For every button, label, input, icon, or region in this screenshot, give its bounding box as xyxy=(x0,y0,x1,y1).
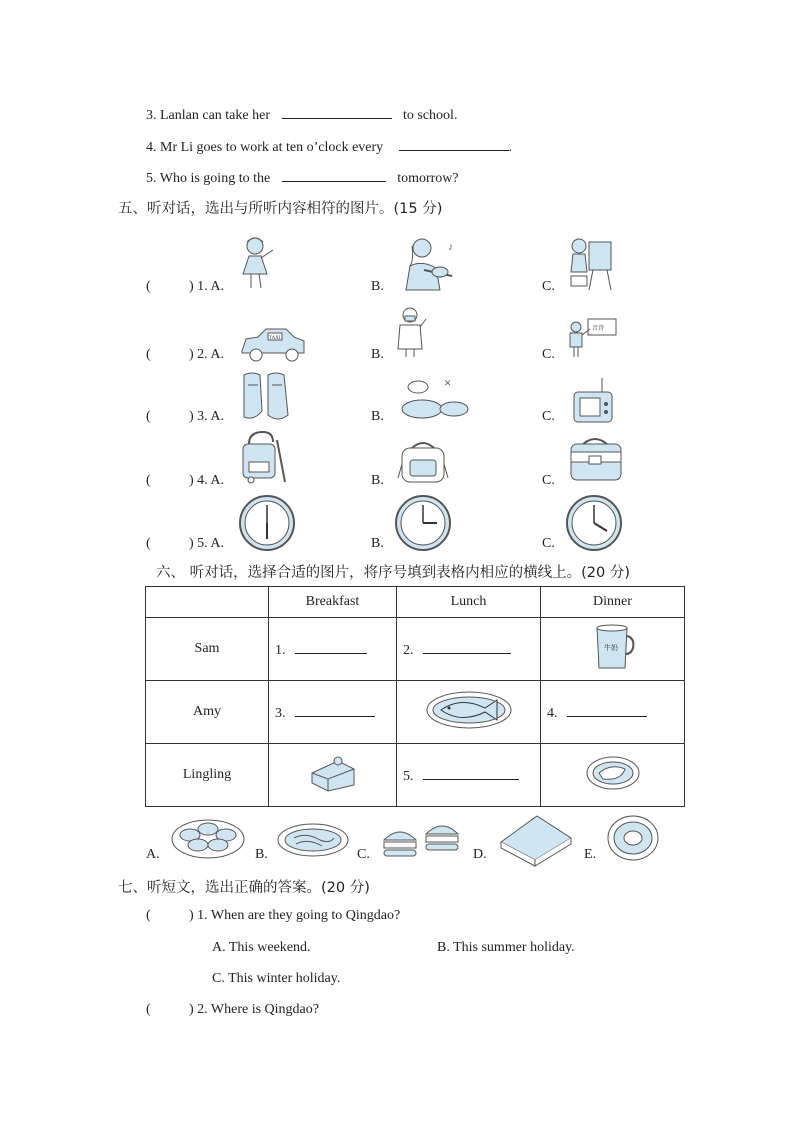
trolley-bag-icon xyxy=(239,430,291,484)
shoes-icon xyxy=(240,371,292,423)
q2-label: ) 2. A. xyxy=(189,347,224,362)
backpack-icon xyxy=(396,438,450,486)
lingling-lunch-cell xyxy=(397,744,541,807)
section-5-title: 五、听对话，选出与所听内容相符的图片。(15 分) xyxy=(118,201,443,217)
q4-option-b: B. xyxy=(371,473,384,488)
amy-breakfast-cell xyxy=(269,681,397,744)
radio-icon xyxy=(572,376,614,424)
milk-cup-icon xyxy=(591,622,635,672)
q5-option-b: B. xyxy=(371,536,384,551)
table-row xyxy=(146,618,685,681)
breakfast-food-icon xyxy=(398,375,472,423)
s7-q1-text: ) 1. When are they going to Qingdao? xyxy=(189,908,401,923)
lingling-dinner-cell xyxy=(541,744,685,807)
painting-girl-icon xyxy=(565,236,621,292)
fill-item-4 xyxy=(146,136,512,156)
option-c-label: C. xyxy=(357,847,370,862)
sam-dinner-cell xyxy=(541,618,685,681)
section-6-title: 六、 听对话，选择合适的图片，将序号填到表格内相应的横线上。(20 分) xyxy=(156,565,630,581)
table-header-row xyxy=(146,587,685,618)
section-7-title: 七、听短文，选出正确的答案。(20 分) xyxy=(118,880,370,896)
q4-paren: ( xyxy=(146,473,151,488)
meal-table xyxy=(145,586,685,807)
blank-number-2: 2. xyxy=(403,643,414,658)
q3-option-c: C. xyxy=(542,409,555,424)
answer-blank[interactable] xyxy=(399,136,509,151)
amy-lunch-cell xyxy=(397,681,541,744)
q3-label: ) 3. A. xyxy=(189,409,224,424)
q5-option-c: C. xyxy=(542,536,555,551)
q4-option-c: C. xyxy=(542,473,555,488)
q2-option-c: C. xyxy=(542,347,555,362)
sam-lunch-cell xyxy=(397,618,541,681)
answer-blank[interactable] xyxy=(423,765,519,780)
schoolbag-icon xyxy=(565,432,627,486)
blank-number-3: 3. xyxy=(275,706,286,721)
s7-q1-option-c[interactable]: C. This winter holiday. xyxy=(212,971,341,986)
fill-item-3 xyxy=(146,104,457,124)
clock-icon xyxy=(565,494,623,552)
fill-item-5 xyxy=(146,167,459,187)
answer-blank[interactable] xyxy=(567,702,647,717)
q1-option-b: B. xyxy=(371,279,384,294)
dumplings-icon xyxy=(170,815,246,861)
cross-mark: × xyxy=(444,375,452,390)
option-d-label: D. xyxy=(473,847,487,862)
answer-blank[interactable] xyxy=(282,104,392,119)
noodles-plate-icon xyxy=(276,820,350,860)
fill-item-3-text: 3. Lanlan can take her xyxy=(146,108,270,123)
table-header-lunch: Lunch xyxy=(397,587,541,618)
lingling-breakfast-cell xyxy=(269,744,397,807)
q2-option-b: B. xyxy=(371,347,384,362)
row-name-lingling: Lingling xyxy=(146,744,269,807)
blank-number-5: 5. xyxy=(403,769,414,784)
table-header-breakfast: Breakfast xyxy=(269,587,397,618)
q1-label: ) 1. A. xyxy=(189,279,224,294)
answer-blank[interactable] xyxy=(295,702,375,717)
q3-paren: ( xyxy=(146,409,151,424)
sam-breakfast-cell xyxy=(269,618,397,681)
s7-q2-text: ) 2. Where is Qingdao? xyxy=(189,1002,319,1017)
taxi-icon xyxy=(238,325,308,363)
q2-paren: ( xyxy=(146,347,151,362)
board-text: 音诗 xyxy=(592,326,605,332)
hamburgers-icon xyxy=(380,818,466,860)
violin-girl-icon xyxy=(404,236,460,292)
s7-q1-option-b[interactable]: B. This summer holiday. xyxy=(437,940,575,955)
teacher-icon xyxy=(568,317,620,357)
answer-blank[interactable] xyxy=(295,639,367,654)
svg-text:♪: ♪ xyxy=(448,242,453,253)
clock-icon xyxy=(394,494,452,552)
q3-option-b: B. xyxy=(371,409,384,424)
fill-item-5-text: 5. Who is going to the xyxy=(146,171,271,186)
answer-blank[interactable] xyxy=(282,167,386,182)
table-row xyxy=(146,681,685,744)
row-name-sam: Sam xyxy=(146,618,269,681)
q5-label: ) 5. A. xyxy=(189,536,224,551)
fill-item-3-tail: to school. xyxy=(403,108,458,123)
answer-blank[interactable] xyxy=(423,639,511,654)
table-header-empty xyxy=(146,587,269,618)
fill-item-5-tail: tomorrow? xyxy=(397,171,459,186)
cake-icon xyxy=(308,753,358,793)
table-row xyxy=(146,744,685,807)
milk-label: 牛奶 xyxy=(603,643,618,652)
blank-number-4: 4. xyxy=(547,706,558,721)
table-header-dinner: Dinner xyxy=(541,587,685,618)
egg-bowl-icon xyxy=(606,812,660,862)
q1-paren: ( xyxy=(146,279,151,294)
q1-option-c: C. xyxy=(542,279,555,294)
q4-label: ) 4. A. xyxy=(189,473,224,488)
s7-q2-paren: ( xyxy=(146,1002,151,1017)
option-e-label: E. xyxy=(584,847,597,862)
dancing-girl-icon xyxy=(235,234,281,290)
blank-number-1: 1. xyxy=(275,643,286,658)
fish-plate-icon xyxy=(425,688,513,732)
s7-q1-option-a[interactable]: A. This weekend. xyxy=(212,940,311,955)
meat-plate-icon xyxy=(585,753,641,793)
option-b-label: B. xyxy=(255,847,268,862)
fill-item-4-text: 4. Mr Li goes to work at ten o’clock every xyxy=(146,140,384,155)
row-name-amy: Amy xyxy=(146,681,269,744)
fill-item-4-tail: . xyxy=(508,140,513,155)
taxi-sign-text: TAXI xyxy=(269,336,281,341)
sandwich-icon xyxy=(497,812,575,862)
option-a-label: A. xyxy=(146,847,160,862)
amy-dinner-cell xyxy=(541,681,685,744)
doctor-icon xyxy=(396,305,430,359)
clock-icon xyxy=(238,494,296,552)
s7-q1-paren: ( xyxy=(146,908,151,923)
q5-paren: ( xyxy=(146,536,151,551)
